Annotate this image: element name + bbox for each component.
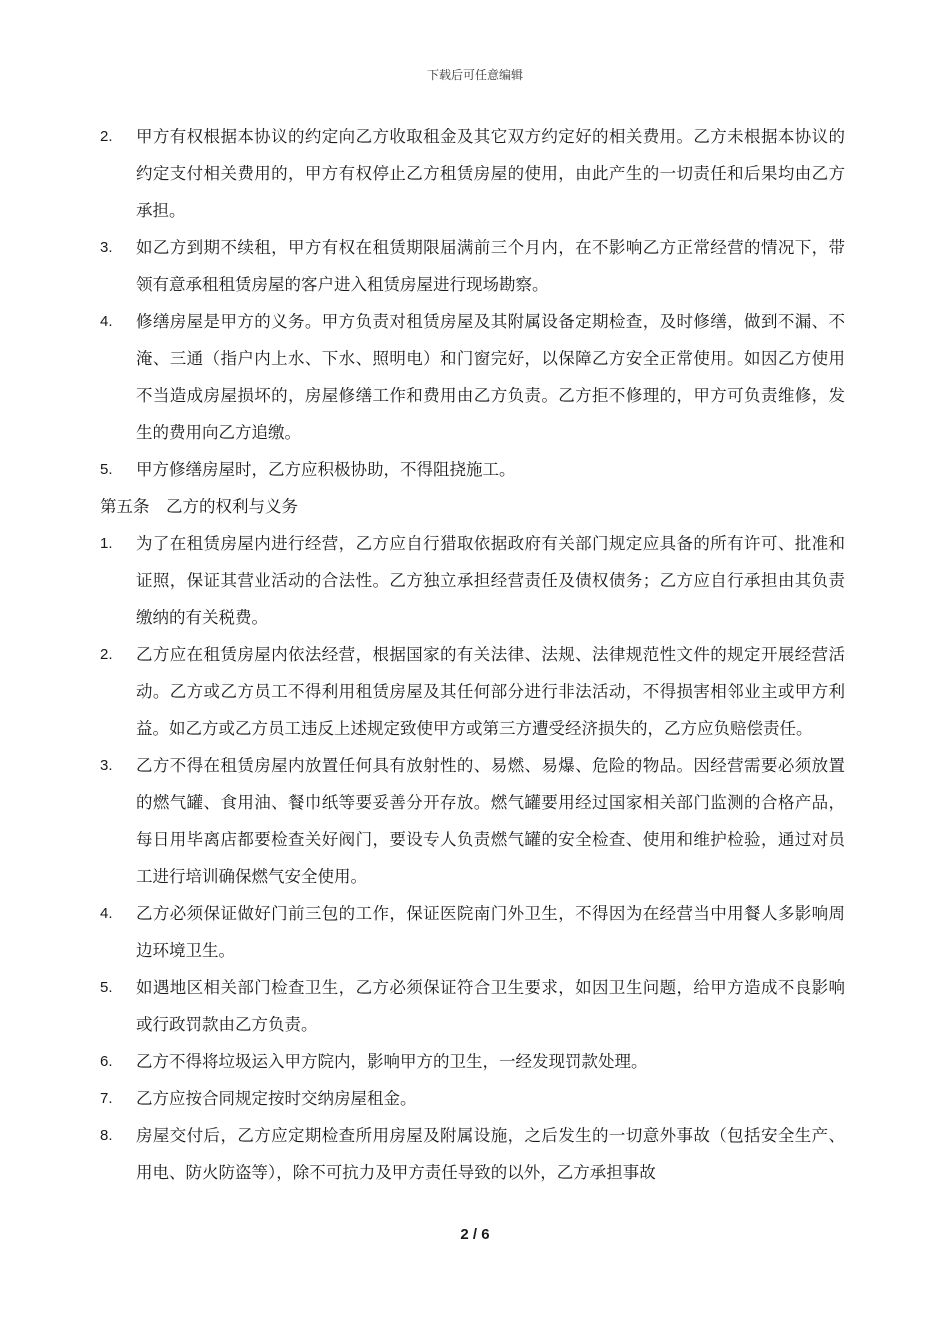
item-text: 甲方修缮房屋时，乙方应积极协助，不得阻挠施工。 [136, 460, 516, 479]
item-number: 1. [100, 535, 113, 552]
item-text: 如遇地区相关部门检查卫生，乙方必须保证符合卫生要求，如因卫生问题，给甲方造成不良影响或行政罚款由乙方负责。 [136, 978, 845, 1034]
item-text: 乙方应按合同规定按时交纳房屋租金。 [136, 1089, 417, 1108]
item-number: 2. [100, 646, 113, 663]
list-item [100, 451, 845, 488]
item-number: 3. [100, 239, 113, 256]
list-item [100, 118, 845, 229]
item-text: 如乙方到期不续租，甲方有权在租赁期限届满前三个月内，在不影响乙方正常经营的情况下，带领有意承租租赁房屋的客户进入租赁房屋进行现场勘察。 [136, 238, 845, 294]
list-item [100, 229, 845, 303]
item-number: 8. [100, 1127, 113, 1144]
list-item [100, 747, 845, 895]
item-text: 修缮房屋是甲方的义务。甲方负责对租赁房屋及其附属设备定期检查，及时修缮，做到不漏、不淹、三通（指户内上水、下水、照明电）和门窗完好，以保障乙方安全正常使用。如因乙方使用不当造成房屋损坏的，房屋修缮工作和费用由乙方负责。乙方拒不修理的，甲方可负责维修，发生的费用向乙方追缴。 [136, 312, 845, 442]
item-number: 7. [100, 1090, 113, 1107]
list-item [100, 525, 845, 636]
item-text: 乙方必须保证做好门前三包的工作，保证医院南门外卫生，不得因为在经营当中用餐人多影响周边环境卫生。 [136, 904, 845, 960]
document-body [100, 118, 845, 1191]
item-text: 乙方不得在租赁房屋内放置任何具有放射性的、易燃、易爆、危险的物品。因经营需要必须放置的燃气罐、食用油、餐巾纸等要妥善分开存放。燃气罐要用经过国家相关部门监测的合格产品，每日用毕离店都要检查关好阀门，要设专人负责燃气罐的安全检查、使用和维护检验，通过对员工进行培训确保燃气安全使用。 [136, 756, 845, 886]
item-number: 2. [100, 128, 113, 145]
list-item [100, 1080, 845, 1117]
list-item [100, 303, 845, 451]
item-text: 为了在租赁房屋内进行经营，乙方应自行猎取依据政府有关部门规定应具备的所有许可、批准和证照，保证其营业活动的合法性。乙方独立承担经营责任及债权债务；乙方应自行承担由其负责缴纳的有关税费。 [136, 534, 845, 627]
item-number: 3. [100, 757, 113, 774]
item-text: 乙方应在租赁房屋内依法经营，根据国家的有关法律、法规、法律规范性文件的规定开展经营活动。乙方或乙方员工不得利用租赁房屋及其任何部分进行非法活动，不得损害相邻业主或甲方利益。如乙方或乙方员工违反上述规定致使甲方或第三方遭受经济损失的，乙方应负赔偿责任。 [136, 645, 845, 738]
item-number: 5. [100, 461, 113, 478]
list-item [100, 895, 845, 969]
item-number: 4. [100, 313, 113, 330]
item-number: 5. [100, 979, 113, 996]
item-text: 甲方有权根据本协议的约定向乙方收取租金及其它双方约定好的相关费用。乙方未根据本协议的约定支付相关费用的，甲方有权停止乙方租赁房屋的使用，由此产生的一切责任和后果均由乙方承担。 [136, 127, 845, 220]
page-header: 下载后可任意编辑 [426, 68, 523, 82]
item-number: 4. [100, 905, 113, 922]
list-item [100, 1117, 845, 1191]
list-item [100, 1043, 845, 1080]
item-text: 乙方不得将垃圾运入甲方院内，影响甲方的卫生，一经发现罚款处理。 [136, 1052, 648, 1071]
item-text: 房屋交付后，乙方应定期检查所用房屋及附属设施，之后发生的一切意外事故（包括安全生产、用电、防火防盗等），除不可抗力及甲方责任导致的以外，乙方承担事故 [136, 1126, 845, 1182]
list-item [100, 636, 845, 747]
list-item [100, 969, 845, 1043]
section-heading: 第五条 乙方的权利与义务 [100, 497, 298, 516]
page-number: 2 / 6 [460, 1226, 490, 1243]
item-number: 6. [100, 1053, 113, 1070]
